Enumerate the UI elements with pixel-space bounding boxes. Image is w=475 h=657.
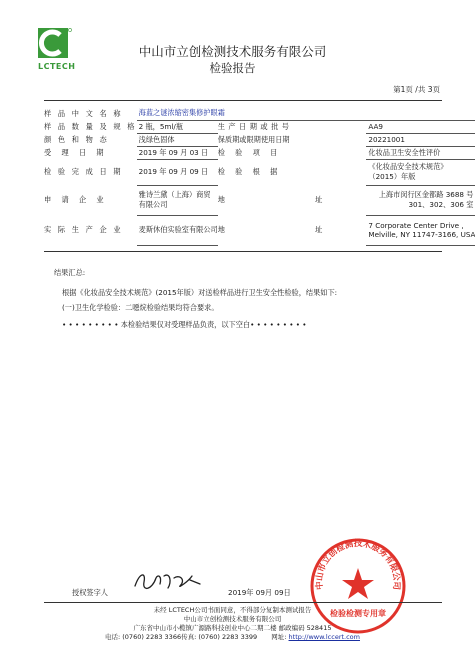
applicant-address-value [366, 185, 475, 215]
footer-contact [0, 632, 465, 641]
footer-website-label: 网址: [271, 633, 289, 641]
table-row [44, 107, 475, 120]
manufacturer-label: 实 际 生 产 企 业 [44, 225, 123, 234]
test-basis-line1: 《化妆品安全技术规范》 [368, 162, 448, 171]
sample-info-table [44, 107, 475, 246]
manufacturer-address-line2: Melville, NY 11747-3166, USA [368, 230, 475, 239]
signature-date: 2019年 09月 09日 [228, 588, 291, 597]
complete-date-value: 2019 年 09 月 09 日 [137, 159, 218, 185]
accept-date-label: 受 理 日 期 [44, 147, 108, 157]
applicant-address-label: 地 址 [217, 195, 367, 204]
applicant-line1: 雅诗兰黛（上海）商贸 [138, 190, 211, 199]
applicant-line2: 有限公司 [138, 200, 168, 209]
report-title: 检验报告 [209, 61, 256, 75]
seal-outer-text: 中山市立创检测技术服务有限公司 [314, 539, 402, 591]
table-bottom-divider [44, 251, 442, 252]
summary-paragraph-1: 根据《化妆品安全技术规范》(2015年版）对送检样品进行卫生安全性检验，结果如下: [62, 288, 338, 297]
color-state-label: 颜 色 和 物 态 [44, 134, 109, 144]
footer-website-link[interactable]: http://www.lccert.com [288, 633, 360, 641]
page-number: 第1页 /共 3页 [393, 85, 440, 94]
footer-phone-fax: 电话: (0760) 2283 3366传真: (0760) 2283 3399 [105, 633, 258, 641]
applicant-address-line2: 301、302、306 室 [408, 200, 474, 209]
batch-value: AA9 [366, 120, 475, 133]
expiry-value: 20221001 [366, 133, 475, 146]
test-basis-value [366, 159, 475, 185]
manufacturer-address-label: 地 址 [217, 225, 367, 234]
handwritten-signature [130, 568, 205, 594]
company-name: 中山市立创检测技术服务有限公司 [138, 44, 327, 59]
sample-qty-value: 2 瓶，5ml/瓶 [137, 120, 218, 133]
applicant-label: 申 请 企 业 [44, 195, 108, 204]
table-row [44, 185, 475, 215]
test-item-value: 化妆品卫生安全性评价 [366, 146, 475, 159]
test-basis-label: 检 验 根 据 [217, 167, 282, 176]
footer-address: 广东省中山市小榄镇广源路科技创业中心二期二楼 邮政编码 528415 [133, 624, 332, 632]
summary-label: 结果汇总: [54, 268, 86, 277]
test-item-label: 检 验 项 目 [217, 147, 282, 157]
logo-text: LCTECH [38, 62, 76, 71]
manufacturer-address-value [366, 215, 475, 245]
sample-qty-label: 样 品 数 量 及 规 格 [44, 121, 137, 131]
applicant-value [137, 185, 218, 215]
header-divider [44, 100, 442, 101]
test-basis-line2: （2015）年版 [368, 172, 416, 181]
table-row [44, 159, 475, 185]
table-row [44, 146, 475, 159]
seal-inner-text: 检验检测专用章 [330, 609, 386, 618]
table-row [44, 120, 475, 133]
complete-date-label: 检 验 完 成 日 期 [44, 167, 123, 176]
footer-divider [44, 602, 442, 603]
table-row [44, 215, 475, 245]
footer-copyright: 未经 LCTECH公司书面同意，不得部分复制本测试报告 [153, 606, 312, 614]
summary-paragraph-3: • • • • • • • • • 本检验结果仅对受理样品负责，以下空白• • • • • • • • • [62, 320, 307, 329]
summary-paragraph-2: (一)卫生化学检验：二噁烷检验结果均符合要求。 [62, 303, 219, 312]
applicant-address-line1: 上海市闵行区金都路 3688 号 [378, 190, 474, 199]
manufacturer-value: 麦斯休伯实验室有限公司 [137, 215, 218, 245]
batch-label: 生 产 日 期 或 批 号 [217, 121, 290, 131]
sample-name-label: 样 品 中 文 名 称 [44, 108, 123, 118]
manufacturer-address-line1: 7 Corporate Center Drive , [368, 221, 464, 230]
accept-date-value: 2019 年 09 月 03 日 [137, 146, 218, 159]
expiry-label: 保质期或限期使用日期 [217, 134, 290, 144]
footer-company: 中山市立创检测技术服务有限公司 [183, 615, 282, 623]
sample-name-value: 海蓝之谜浓缩密集修护眼霜 [137, 107, 475, 120]
signatory-label: 授权签字人 [72, 588, 108, 597]
color-state-value: 浅绿色固体 [137, 133, 218, 146]
table-row [44, 133, 475, 146]
